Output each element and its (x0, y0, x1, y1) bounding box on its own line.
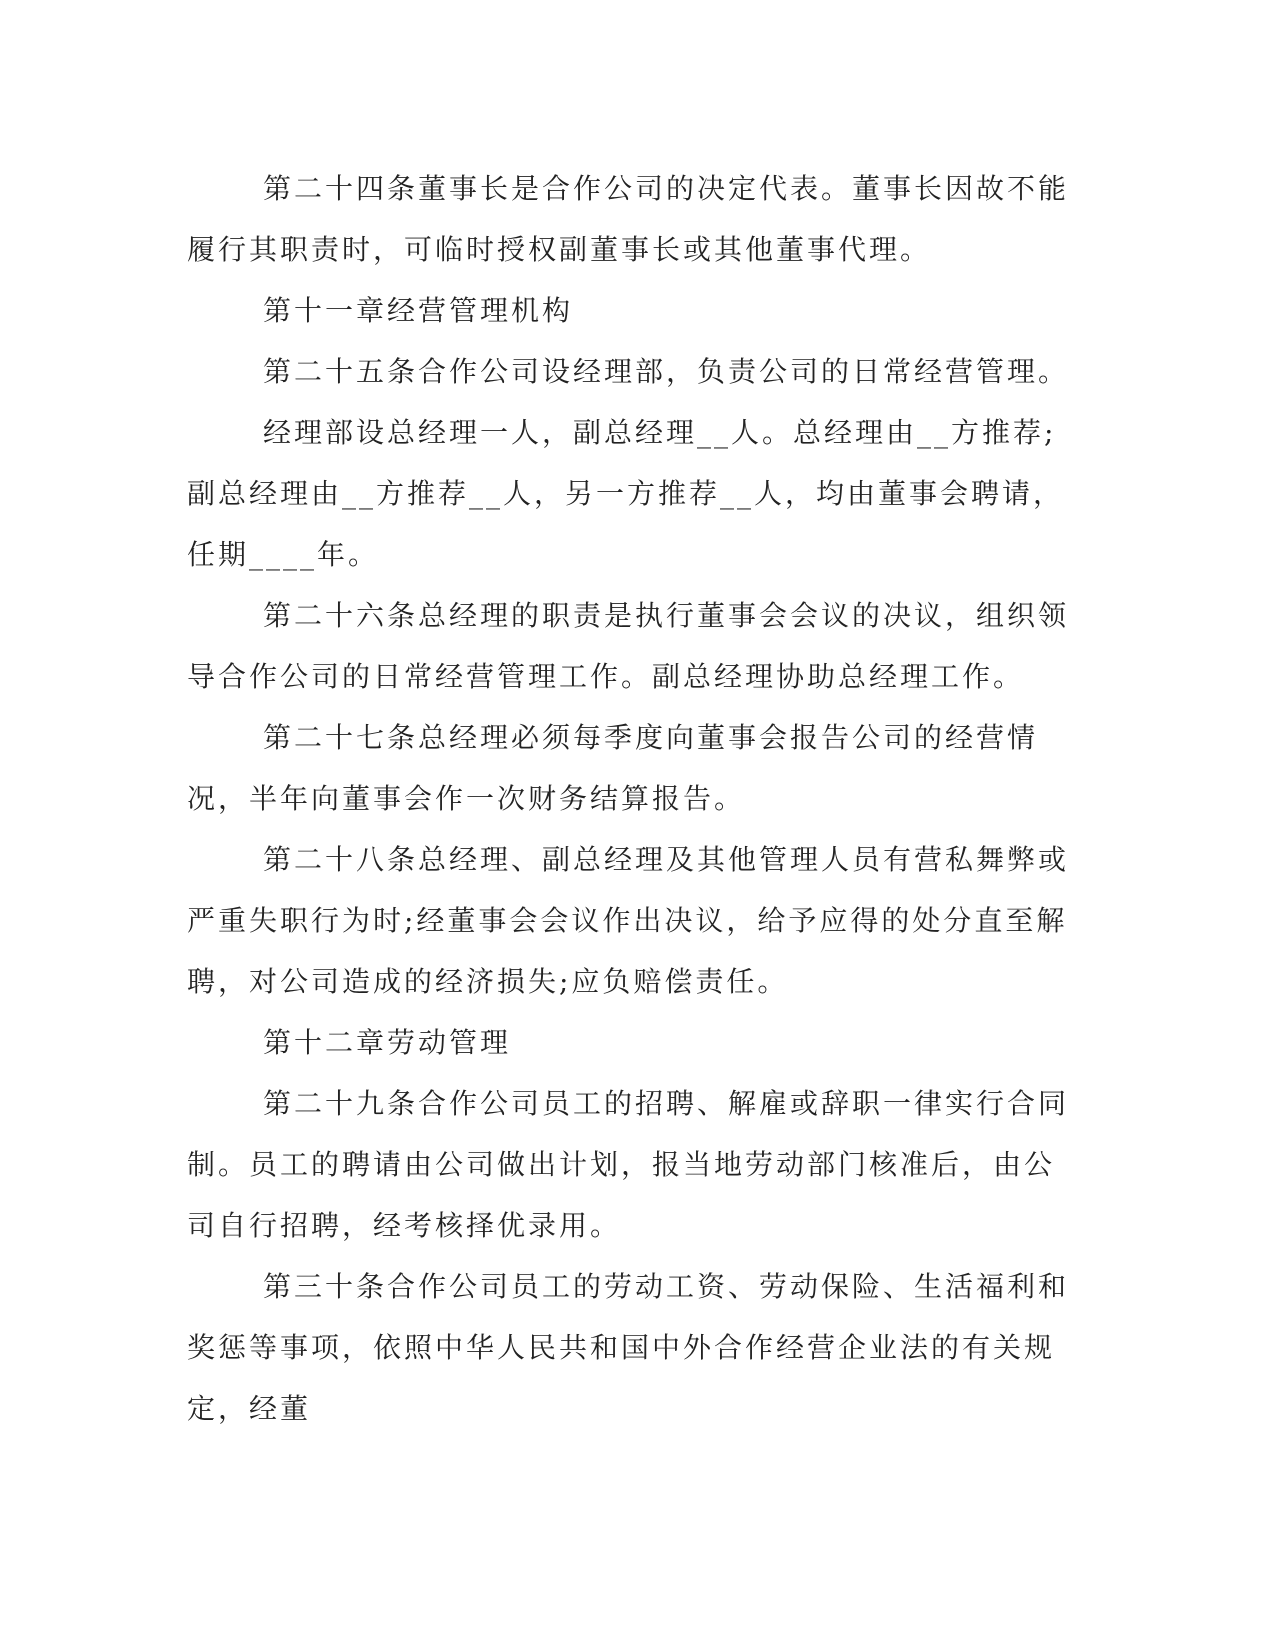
management-department-paragraph: 经理部设总经理一人，副总经理__人。总经理由__方推荐;副总经理由__方推荐__人，另一方推荐__人，均由董事会聘请，任期____年。 (187, 416, 1065, 571)
document-body (187, 158, 1077, 1439)
article-24-paragraph: 第二十四条董事长是合作公司的决定代表。董事长因故不能履行其职责时，可临时授权副董事长或其他董事代理。 (187, 172, 1070, 266)
article-27-paragraph: 第二十七条总经理必须每季度向董事会报告公司的经营情况，半年向董事会作一次财务结算报告。 (187, 721, 1039, 815)
article-28-paragraph: 第二十八条总经理、副总经理及其他管理人员有营私舞弊或严重失职行为时;经董事会会议作出决议，给予应得的处分直至解聘，对公司造成的经济损失;应负赔偿责任。 (187, 843, 1070, 998)
article-26-paragraph: 第二十六条总经理的职责是执行董事会会议的决议，组织领导合作公司的日常经营管理工作。副总经理协助总经理工作。 (187, 599, 1070, 693)
article-30-paragraph: 第三十条合作公司员工的劳动工资、劳动保险、生活福利和奖惩等事项，依照中华人民共和国中外合作经营企业法的有关规定，经董 (187, 1270, 1070, 1425)
article-29-paragraph: 第二十九条合作公司员工的招聘、解雇或辞职一律实行合同制。员工的聘请由公司做出计划，报当地劳动部门核准后，由公司自行招聘，经考核择优录用。 (187, 1087, 1070, 1242)
chapter-12-heading: 第十二章劳动管理 (263, 1026, 512, 1059)
article-25-paragraph: 第二十五条合作公司设经理部，负责公司的日常经营管理。 (263, 355, 1070, 388)
chapter-11-heading: 第十一章经营管理机构 (263, 294, 574, 327)
